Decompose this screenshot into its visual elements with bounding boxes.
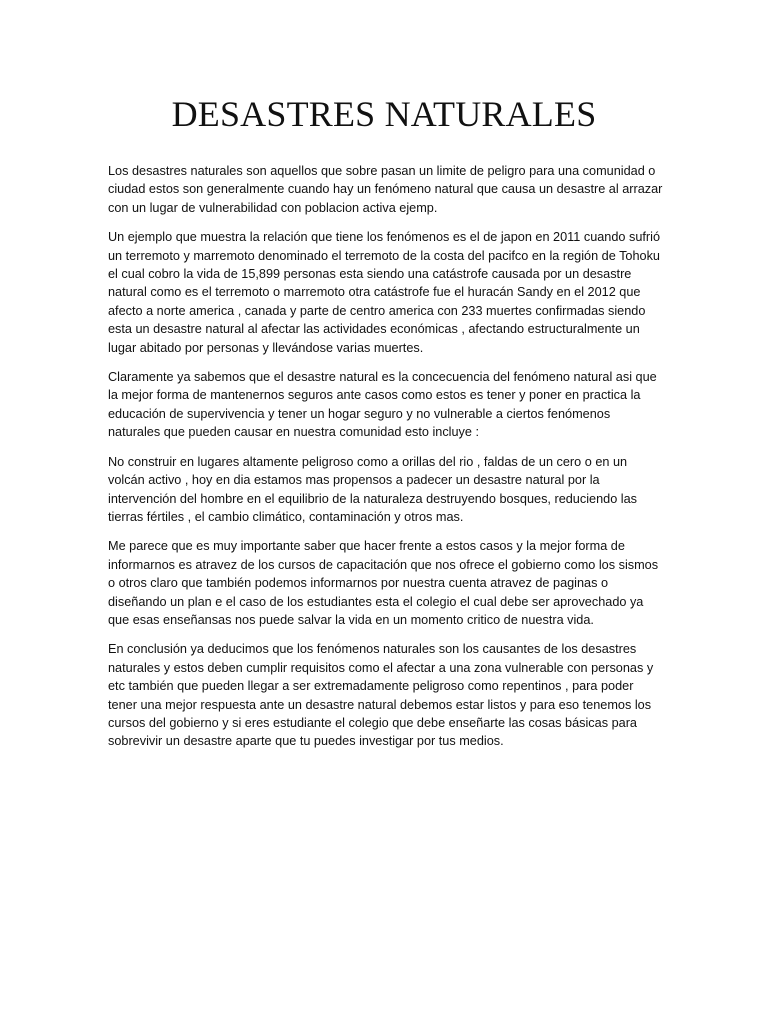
paragraph-3: Claramente ya sabemos que el desastre natural es la concecuencia del fenómeno natural asi que la mejor forma de mantenernos seguros ante casos como estos es tener y poner en practica la educación de supervivencia y tener un hogar seguro y no vulnerable a ciertos fenómenos naturales que pueden causar en nuestra comunidad esto incluye :: [108, 370, 657, 440]
paragraph-5: Me parece que es muy importante saber que hacer frente a estos casos y la mejor forma de informarnos es atravez de los cursos de capacitación que nos ofrece el gobierno como los sismos o otros claro que también podemos informarnos por nuestra cuenta atravez de paginas o diseñando un plan e el caso de los estudiantes esta el colegio el cual debe ser aprovechado ya que esas enseñansas nos puede salvar la vida en un momento critico de nuestra vida.: [108, 539, 659, 627]
paragraph-1: Los desastres naturales son aquellos que sobre pasan un limite de peligro para una comunidad o ciudad estos son generalmente cuando hay un fenómeno natural que causa un desastre al arrazar con un lugar de vulnerabilidad con poblacion activa ejemp.: [108, 164, 663, 215]
document-body: [108, 162, 664, 762]
paragraph-6: En conclusión ya deducimos que los fenómenos naturales son los causantes de los desastres naturales y estos deben cumplir requisitos como el afectar a una zona vulnerable con personas y etc también que pueden llegar a ser extremadamente peligroso como repentinos , para poder tener una mejor respuesta ante un desastre natural debemos estar listos y para eso tenemos los cursos del gobierno y si eres estudiante el colegio que debe enseñarte las cosas básicas para sobrevivir un desastre aparte que tu puedes investigar por tus medios.: [108, 642, 654, 749]
page-title: DESASTRES NATURALES: [171, 94, 597, 134]
paragraph-4: No construir en lugares altamente peligroso como a orillas del rio , faldas de un cero o en un volcán activo , hoy en dia estamos mas propensos a padecer un desastre natural por la intervención del hombre en el equilibrio de la naturaleza destruyendo bosques, reduciendo las tierras fértiles , el cambio climático, contaminación y otros mas.: [108, 454, 637, 524]
paragraph-2: Un ejemplo que muestra la relación que tiene los fenómenos es el de japon en 2011 cuando sufrió un terremoto y marremoto denominado el terremoto de la costa del pacifco en la región de Tohoku el cual cobro la vida de 15,899 personas esta siendo una catástrofe causada por un desastre natural como es el terremoto o marremoto otra catástrofe fue el huracán Sandy en el 2012 que afecto a norte america , canada y parte de centro america con 233 muertes confirmadas siendo esta un desastre natural al afectar las actividades económicas , afectando estructuralmente un lugar abitado por personas y llevándose varias muertes.: [108, 230, 661, 355]
